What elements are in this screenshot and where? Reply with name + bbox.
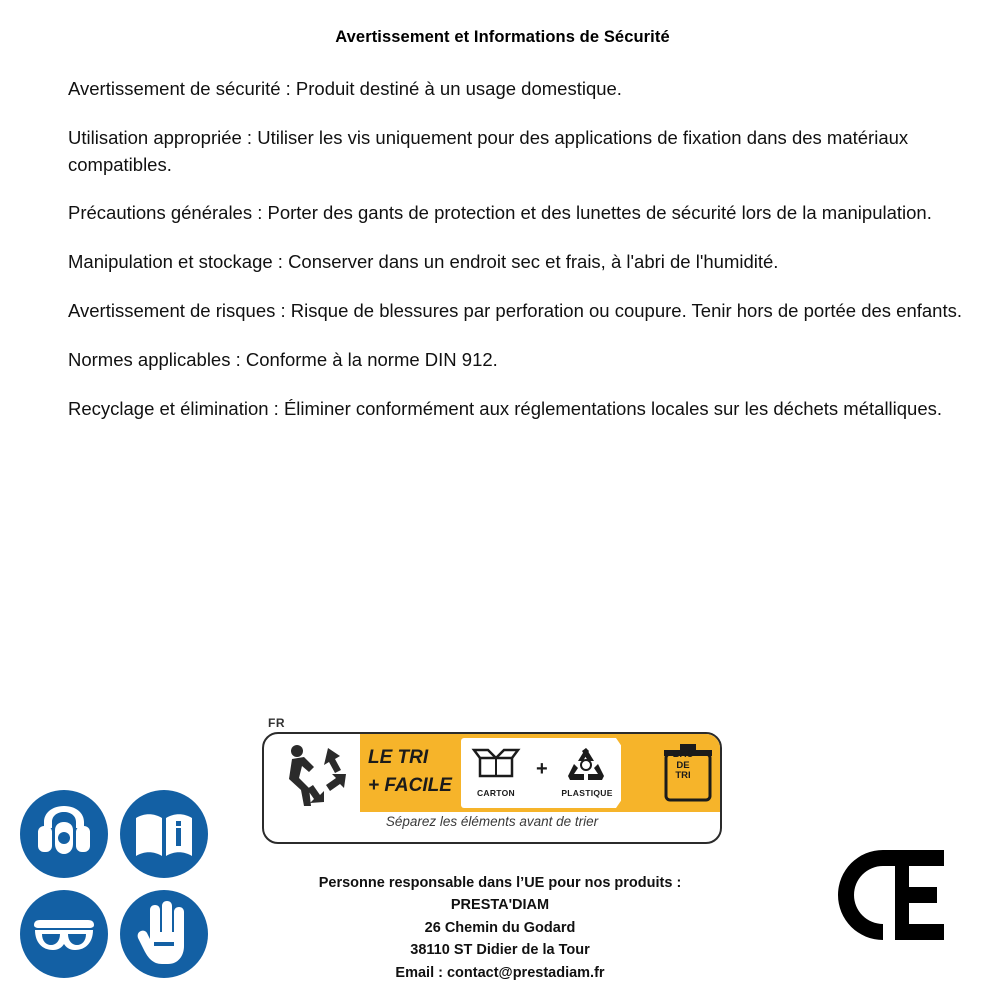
carton-box-icon bbox=[470, 744, 522, 784]
plus-sign: + bbox=[536, 758, 548, 780]
paragraph-recycling-disposal: Recyclage et élimination : Éliminer conformément aux réglementations locales sur les déchets métalliques. bbox=[68, 397, 943, 419]
responsible-person-address: 26 Chemin du Godard bbox=[424, 919, 576, 936]
responsible-person-city: 38110 ST Didier de la Tour bbox=[410, 942, 590, 959]
paragraph-applicable-standards: Normes applicables : Conforme à la norme DIN 912. bbox=[68, 348, 498, 370]
page-title: Avertissement et Informations de Sécurité bbox=[335, 28, 670, 46]
tri-headline bbox=[368, 744, 460, 799]
carton-label: CARTON bbox=[476, 788, 515, 798]
plastic-recycling-icon bbox=[560, 744, 612, 784]
paragraph-safety-warning: Avertissement de sécurité : Produit destiné à un usage domestique. bbox=[68, 78, 622, 99]
plastic-label: PLASTIQUE bbox=[561, 788, 613, 798]
responsible-person-block bbox=[180, 872, 820, 984]
triman-symbol-icon bbox=[272, 738, 356, 808]
paragraph-proper-use: Utilisation appropriée : Utiliser les vis uniquement pour des applications de fixation dans des matériaux compatibles. bbox=[68, 126, 909, 175]
responsible-person-company: PRESTA'DIAM bbox=[450, 897, 550, 914]
tri-banner-box bbox=[262, 732, 722, 844]
bin-label bbox=[662, 750, 704, 782]
bin-label-line2: DE bbox=[676, 759, 690, 771]
bin-label-line3: TRI bbox=[675, 770, 691, 782]
responsible-person-heading: Personne responsable dans l’UE pour nos produits : bbox=[318, 875, 682, 891]
bin-label-line1: BAC bbox=[672, 749, 694, 760]
eye-protection-icon bbox=[20, 890, 108, 978]
read-instructions-icon bbox=[120, 790, 208, 878]
triman-recycling-banner bbox=[262, 716, 722, 846]
tri-headline-line1: LE TRI bbox=[368, 747, 429, 768]
responsible-person-email: Email : contact@prestadiam.fr bbox=[395, 964, 605, 981]
language-tag-label: FR bbox=[268, 716, 285, 730]
ear-protection-icon bbox=[20, 790, 108, 878]
tri-headline-line2: + FACILE bbox=[368, 774, 452, 796]
paragraph-handling-storage: Manipulation et stockage : Conserver dans un endroit sec et frais, à l'abri de l'humidité. bbox=[68, 251, 779, 273]
tri-footer-note: Séparez les éléments avant de trier bbox=[385, 814, 599, 829]
ce-mark-icon bbox=[799, 840, 949, 950]
paragraph-general-precautions: Précautions générales : Porter des gants de protection et des lunettes de sécurité lors de la manipulation. bbox=[68, 202, 932, 224]
paragraph-risk-warning: Avertissement de risques : Risque de blessures par perforation ou coupure. Tenir hors de portée des enfants. bbox=[68, 300, 962, 322]
safety-text-block bbox=[68, 76, 973, 445]
